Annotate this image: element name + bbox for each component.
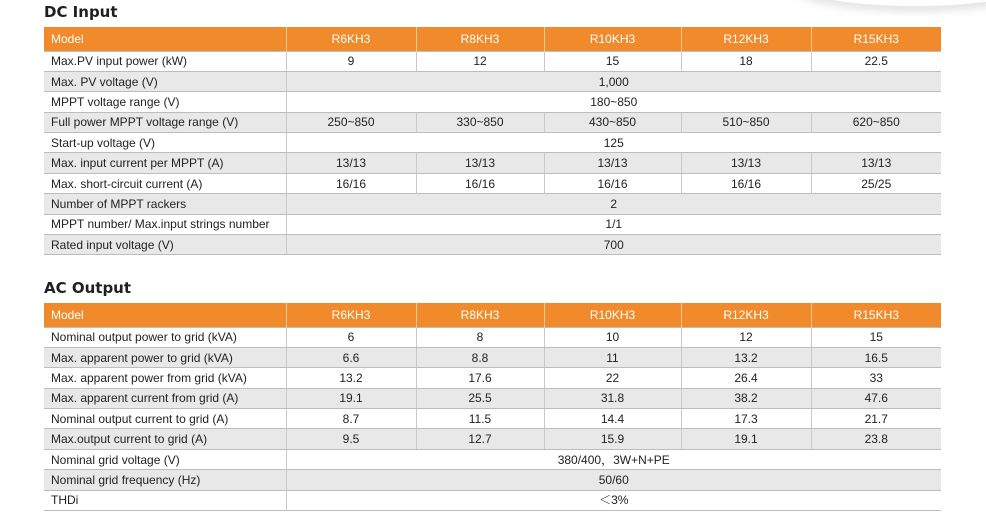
ac-table-row: [44, 470, 941, 490]
ac-row-value: 10: [544, 327, 681, 347]
ac-header-r6kh3: R6KH3: [286, 303, 416, 327]
ac-row-value: 16.5: [811, 347, 941, 367]
dc-header-r6kh3: R6KH3: [286, 27, 416, 51]
ac-row-value: 22: [544, 368, 681, 388]
dc-row-value: 13/13: [544, 153, 681, 173]
ac-header-r15kh3: R15KH3: [811, 303, 941, 327]
ac-row-value: 38.2: [681, 388, 811, 408]
dc-table-row: [44, 235, 941, 255]
dc-table-row: [44, 133, 941, 153]
dc-header-r10kh3: R10KH3: [544, 27, 681, 51]
dc-header-r12kh3: R12KH3: [681, 27, 811, 51]
dc-row-value: 16/16: [286, 173, 416, 193]
dc-row-value: 16/16: [416, 173, 544, 193]
dc-row-label: Max. input current per MPPT (A): [44, 153, 286, 173]
ac-row-value: 19.1: [286, 388, 416, 408]
ac-row-value: 26.4: [681, 368, 811, 388]
ac-table-row: [44, 368, 941, 388]
ac-row-value: 33: [811, 368, 941, 388]
dc-table-row: [44, 51, 941, 71]
ac-header-r12kh3: R12KH3: [681, 303, 811, 327]
ac-row-value: 8: [416, 327, 544, 347]
dc-row-value: 18: [681, 51, 811, 71]
dc-row-value: 180~850: [286, 92, 941, 112]
ac-row-label: Nominal output current to grid (A): [44, 409, 286, 429]
dc-row-value: 1,000: [286, 71, 941, 91]
ac-row-value: 6.6: [286, 347, 416, 367]
ac-row-value: 19.1: [681, 429, 811, 449]
ac-table-row: [44, 388, 941, 408]
decorative-swoosh: [795, 0, 986, 6]
ac-row-value: 50/60: [286, 470, 941, 490]
dc-row-value: 12: [416, 51, 544, 71]
dc-table-header: [44, 27, 941, 51]
dc-row-value: 330~850: [416, 112, 544, 132]
ac-row-value: 11: [544, 347, 681, 367]
dc-table-body: [44, 51, 941, 255]
ac-row-label: Max. apparent current from grid (A): [44, 388, 286, 408]
ac-table-row: [44, 490, 941, 510]
dc-row-label: MPPT voltage range (V): [44, 92, 286, 112]
ac-row-value: 14.4: [544, 409, 681, 429]
ac-header-r10kh3: R10KH3: [544, 303, 681, 327]
ac-row-label: Max. apparent power from grid (kVA): [44, 368, 286, 388]
ac-row-value: 23.8: [811, 429, 941, 449]
dc-row-label: Max.PV input power (kW): [44, 51, 286, 71]
ac-row-value: 6: [286, 327, 416, 347]
dc-row-value: 13/13: [681, 153, 811, 173]
dc-table-row: [44, 194, 941, 214]
ac-row-label: Nominal grid frequency (Hz): [44, 470, 286, 490]
dc-row-label: Full power MPPT voltage range (V): [44, 112, 286, 132]
dc-header-r15kh3: R15KH3: [811, 27, 941, 51]
dc-row-label: Start-up voltage (V): [44, 133, 286, 153]
dc-table-row: [44, 112, 941, 132]
ac-table-row: [44, 429, 941, 449]
ac-row-value: 21.7: [811, 409, 941, 429]
ac-row-value: 13.2: [286, 368, 416, 388]
dc-table-row: [44, 173, 941, 193]
ac-row-value: 25.5: [416, 388, 544, 408]
dc-row-label: Max. short-circuit current (A): [44, 173, 286, 193]
ac-row-value: 9.5: [286, 429, 416, 449]
dc-table-row: [44, 71, 941, 91]
ac-row-value: 47.6: [811, 388, 941, 408]
ac-table-body: [44, 327, 941, 511]
ac-row-value: 13.2: [681, 347, 811, 367]
dc-row-value: 430~850: [544, 112, 681, 132]
ac-row-value: 11.5: [416, 409, 544, 429]
ac-row-value: 17.3: [681, 409, 811, 429]
ac-row-value: 31.8: [544, 388, 681, 408]
ac-row-value: 15: [811, 327, 941, 347]
dc-row-value: 250~850: [286, 112, 416, 132]
dc-table-row: [44, 92, 941, 112]
ac-table-row: [44, 347, 941, 367]
ac-output-table: [44, 303, 941, 511]
dc-input-table: [44, 27, 941, 255]
ac-row-label: Nominal grid voltage (V): [44, 449, 286, 469]
dc-row-value: 125: [286, 133, 941, 153]
ac-row-value: 380/400，3W+N+PE: [286, 449, 941, 469]
dc-row-value: 1/1: [286, 214, 941, 234]
ac-row-value: 12.7: [416, 429, 544, 449]
dc-row-value: 25/25: [811, 173, 941, 193]
dc-row-value: 16/16: [681, 173, 811, 193]
dc-row-label: MPPT number/ Max.input strings number: [44, 214, 286, 234]
dc-table-row: [44, 214, 941, 234]
dc-row-value: 620~850: [811, 112, 941, 132]
dc-row-label: Number of MPPT rackers: [44, 194, 286, 214]
dc-row-label: Rated input voltage (V): [44, 235, 286, 255]
ac-row-value: 12: [681, 327, 811, 347]
ac-table-row: [44, 327, 941, 347]
ac-row-value: 8.8: [416, 347, 544, 367]
ac-header-r8kh3: R8KH3: [416, 303, 544, 327]
dc-row-label: Max. PV voltage (V): [44, 71, 286, 91]
ac-header-model: Model: [44, 303, 286, 327]
dc-input-title: DC Input: [44, 3, 118, 21]
ac-table-row: [44, 449, 941, 469]
dc-row-value: 9: [286, 51, 416, 71]
ac-row-label: Max.output current to grid (A): [44, 429, 286, 449]
dc-row-value: 2: [286, 194, 941, 214]
dc-row-value: 700: [286, 235, 941, 255]
dc-row-value: 16/16: [544, 173, 681, 193]
dc-row-value: 13/13: [811, 153, 941, 173]
ac-table-row: [44, 409, 941, 429]
dc-row-value: 13/13: [416, 153, 544, 173]
ac-row-label: Max. apparent power to grid (kVA): [44, 347, 286, 367]
ac-row-label: THDi: [44, 490, 286, 510]
dc-row-value: 15: [544, 51, 681, 71]
ac-output-title: AC Output: [44, 279, 132, 297]
ac-row-label: Nominal output power to grid (kVA): [44, 327, 286, 347]
dc-header-r8kh3: R8KH3: [416, 27, 544, 51]
dc-row-value: 510~850: [681, 112, 811, 132]
dc-row-value: 13/13: [286, 153, 416, 173]
dc-table-row: [44, 153, 941, 173]
ac-row-value: ＜3%: [286, 490, 941, 510]
ac-row-value: 15.9: [544, 429, 681, 449]
ac-row-value: 8.7: [286, 409, 416, 429]
ac-table-header: [44, 303, 941, 327]
dc-row-value: 22.5: [811, 51, 941, 71]
dc-header-model: Model: [44, 27, 286, 51]
ac-row-value: 17.6: [416, 368, 544, 388]
